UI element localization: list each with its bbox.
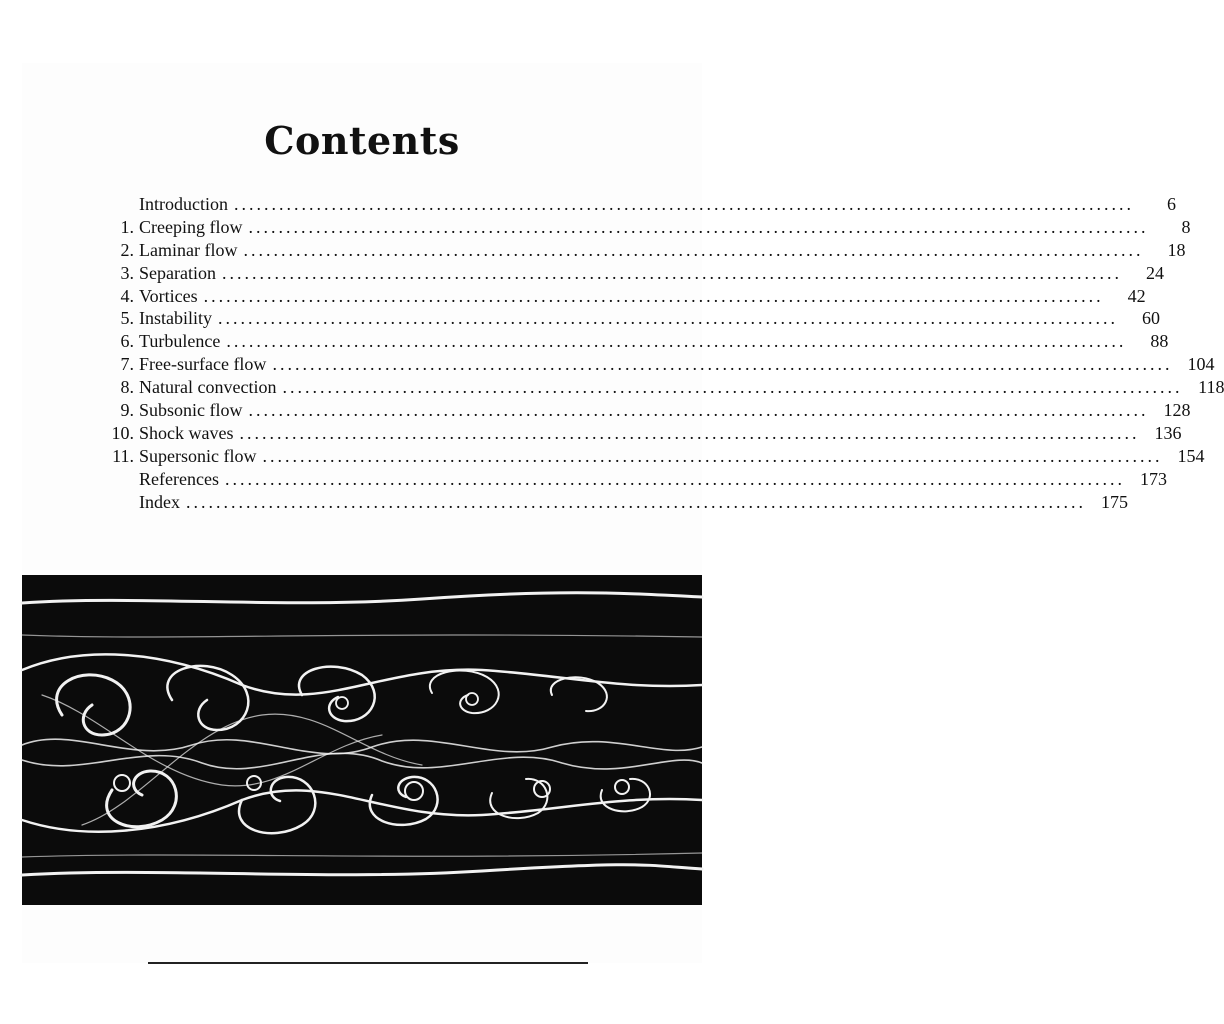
leader-dots: ........................................................................................................................ <box>226 331 1127 352</box>
bottom-rule <box>148 962 588 964</box>
chapter-number: 4. <box>120 285 134 306</box>
chapter-title: Introduction <box>139 194 228 214</box>
chapter-title: Instability <box>139 308 212 329</box>
chapter-number: 5. <box>120 308 134 329</box>
toc-entry <box>100 285 1146 308</box>
chapter-title: Natural convection <box>139 377 277 398</box>
page-number: 6 <box>1166 194 1176 214</box>
chapter-title: Vortices <box>139 285 198 306</box>
chapter-number: 11. <box>112 445 134 466</box>
chapter-number: 2. <box>120 239 134 260</box>
toc-entry <box>100 330 1169 353</box>
leader-dots: ........................................................................................................................ <box>248 400 1149 421</box>
toc-entry <box>100 468 1167 491</box>
toc-entry <box>100 262 1164 285</box>
toc-entry <box>100 239 1186 262</box>
page-number: 136 <box>1154 422 1182 443</box>
chapter-number: 1. <box>120 216 134 237</box>
leader-dots: ........................................................................................................................ <box>218 308 1118 329</box>
leader-dots: ........................................................................................................................ <box>221 262 1122 283</box>
chapter-number: 10. <box>111 422 134 443</box>
page-number: 154 <box>1177 445 1205 466</box>
chapter-title: Shock waves <box>139 422 234 443</box>
leader-dots: ........................................................................................................................ <box>243 239 1144 260</box>
leader-dots: ........................................................................................................................ <box>233 194 1134 214</box>
chapter-number: 9. <box>120 400 134 421</box>
toc-entry <box>100 422 1182 445</box>
chapter-title: References <box>139 468 219 489</box>
table-of-contents <box>100 193 1224 513</box>
book-page <box>22 63 1224 963</box>
toc-entry <box>100 353 1215 376</box>
chapter-title: Subsonic flow <box>139 400 243 421</box>
chapter-number: 3. <box>120 262 134 283</box>
page-number: 60 <box>1142 308 1160 329</box>
leader-dots: ........................................................................................................................ <box>203 285 1104 306</box>
chapter-title: Laminar flow <box>139 239 238 260</box>
page-number: 8 <box>1181 216 1191 237</box>
page-number: 104 <box>1187 354 1215 375</box>
leader-dots: ........................................................................................................................ <box>185 491 1086 512</box>
chapter-title: Supersonic flow <box>139 445 257 466</box>
page-number: 88 <box>1150 331 1169 352</box>
leader-dots: ........................................................................................................................ <box>272 354 1173 375</box>
page-number: 42 <box>1127 285 1146 306</box>
chapter-title: Free-surface flow <box>139 354 267 375</box>
chapter-title: Turbulence <box>139 331 221 352</box>
page-number: 128 <box>1163 400 1191 421</box>
leader-dots: ........................................................................................................................ <box>239 422 1140 443</box>
toc-entry <box>100 193 1176 216</box>
toc-entry <box>100 216 1191 239</box>
chapter-number: 6. <box>120 331 134 352</box>
chapter-title: Index <box>139 491 180 512</box>
leader-dots: ........................................................................................................................ <box>224 468 1125 489</box>
page-title: Contents <box>264 118 460 163</box>
leader-dots: ........................................................................................................................ <box>282 377 1183 398</box>
toc-entry <box>100 445 1205 468</box>
leader-dots: ........................................................................................................................ <box>262 445 1163 466</box>
leader-dots: ........................................................................................................................ <box>248 216 1149 237</box>
toc-entry <box>100 307 1160 330</box>
chapter-title: Separation <box>139 262 216 283</box>
chapter-title: Creeping flow <box>139 216 243 237</box>
vortex-street-photograph <box>22 575 702 905</box>
page-number: 175 <box>1100 491 1128 512</box>
toc-entry <box>100 491 1128 514</box>
page-number: 24 <box>1145 262 1164 283</box>
page-number: 18 <box>1167 239 1186 260</box>
page-number: 118 <box>1198 377 1224 398</box>
chapter-number: 7. <box>120 354 134 375</box>
page-number: 173 <box>1139 468 1167 489</box>
toc-entry <box>100 376 1224 399</box>
chapter-number: 8. <box>120 377 134 398</box>
toc-entry <box>100 399 1191 422</box>
